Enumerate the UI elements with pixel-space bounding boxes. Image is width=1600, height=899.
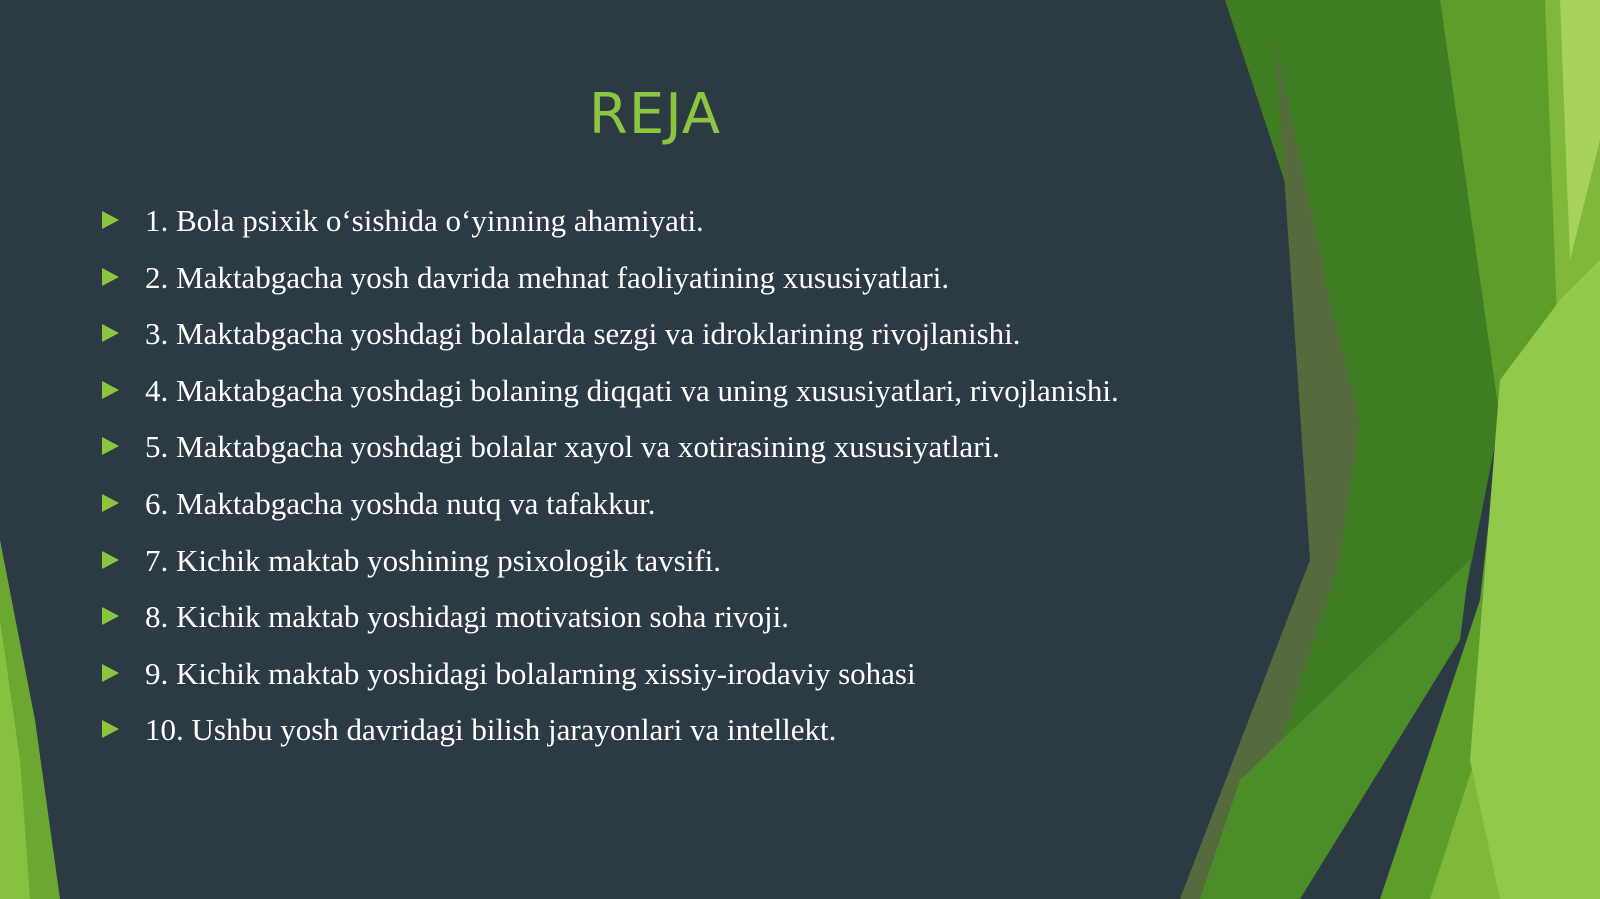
triangle-bullet-icon [102, 381, 119, 399]
list-item-text: 1. Bola psixik o‘sishida o‘yinning ahamiyati. [145, 203, 704, 238]
agenda-list [102, 202, 1342, 768]
list-item-text: 3. Maktabgacha yoshdagi bolalarda sezgi va idroklarining rivojlanishi. [145, 316, 1021, 352]
list-item-text: 6. Maktabgacha yoshda nutq va tafakkur. [145, 485, 656, 521]
triangle-bullet-icon [102, 551, 119, 569]
list-item-text: 5. Maktabgacha yoshdagi bolalar xayol va xotirasining xususiyatlari. [145, 429, 1000, 465]
list-item-text: 9. Kichik maktab yoshidagi bolalarning xissiy-irodaviy sohasi [145, 655, 916, 691]
triangle-bullet-icon [102, 494, 119, 512]
list-item [102, 259, 1342, 316]
list-item [102, 542, 1342, 599]
list-item-text: 10. Ushbu yosh davridagi bilish jarayonlari va intellekt. [145, 712, 837, 748]
list-item [102, 598, 1342, 655]
triangle-bullet-icon [102, 664, 119, 682]
triangle-bullet-icon [102, 607, 119, 625]
slide-title: REJA [588, 82, 722, 147]
list-item [102, 428, 1342, 485]
triangle-bullet-icon [102, 324, 119, 342]
list-item [102, 202, 1342, 259]
list-item [102, 655, 1342, 712]
list-item-text: 8. Kichik maktab yoshidagi motivatsion soha rivoji. [145, 599, 790, 635]
triangle-bullet-icon [102, 268, 119, 286]
list-item-text: 7. Kichik maktab yoshining psixologik tavsifi. [145, 542, 722, 578]
triangle-bullet-icon [102, 437, 119, 455]
list-item [102, 372, 1342, 429]
list-item [102, 711, 1342, 768]
list-item [102, 485, 1342, 542]
triangle-bullet-icon [102, 720, 119, 738]
list-item [102, 315, 1342, 372]
list-item-text: 2. Maktabgacha yosh davrida mehnat faoliyatining xususiyatlari. [145, 259, 950, 295]
list-item-text: 4. Maktabgacha yoshdagi bolaning diqqati va uning xususiyatlari, rivojlanishi. [145, 372, 1119, 408]
triangle-bullet-icon [102, 211, 119, 229]
